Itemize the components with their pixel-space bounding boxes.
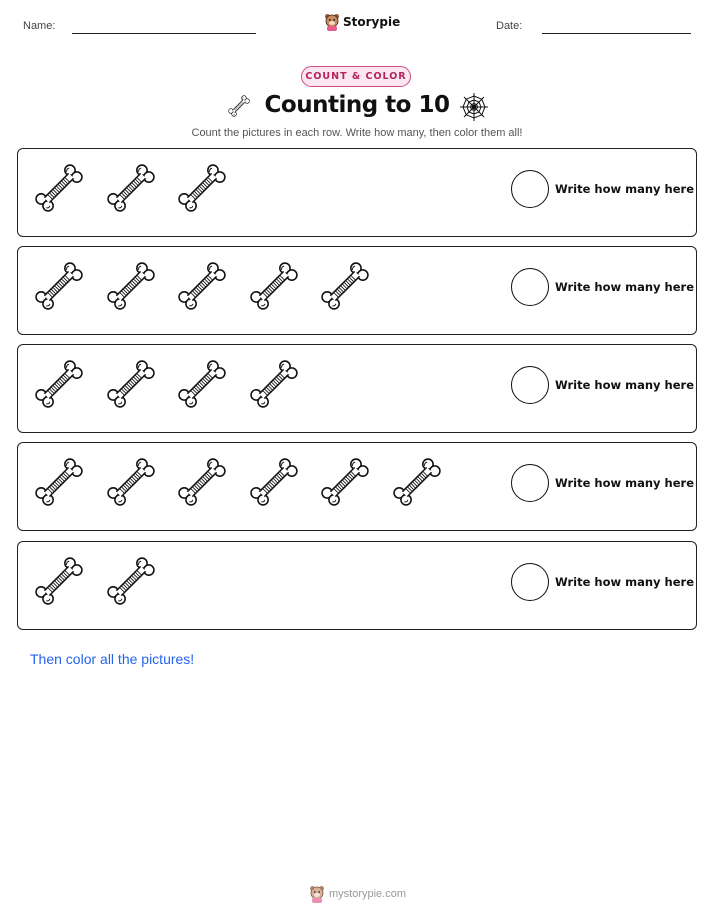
date-label: Date: xyxy=(496,20,523,32)
picture-group xyxy=(28,255,386,317)
bone-icon xyxy=(171,157,233,219)
bone-icon xyxy=(386,451,448,513)
bone-icon xyxy=(171,451,233,513)
bone-icon xyxy=(28,550,90,612)
instructions: Count the pictures in each row. Write how many, then color them all! xyxy=(191,127,523,139)
picture-group xyxy=(28,550,171,612)
name-label: Name: xyxy=(23,20,56,32)
answer-label: Write how many here xyxy=(555,378,694,392)
bone-icon xyxy=(100,255,162,317)
bone-icon xyxy=(243,451,305,513)
answer-label: Write how many here xyxy=(555,575,694,589)
answer-circle[interactable] xyxy=(511,464,549,502)
counting-row xyxy=(17,442,697,531)
bone-icon xyxy=(171,255,233,317)
picture-group xyxy=(28,353,314,415)
page-title: Counting to 10 xyxy=(264,92,450,118)
bone-icon xyxy=(314,451,376,513)
category-badge: COUNT & COLOR xyxy=(301,66,411,87)
bone-icon xyxy=(100,451,162,513)
date-line[interactable] xyxy=(542,33,691,34)
answer-label: Write how many here xyxy=(555,182,694,196)
counting-row xyxy=(17,541,697,630)
bone-icon xyxy=(225,91,253,121)
bear-mascot-icon xyxy=(324,13,340,31)
answer-label: Write how many here xyxy=(555,476,694,490)
bone-icon xyxy=(171,353,233,415)
bone-icon xyxy=(243,353,305,415)
footer-url[interactable]: mystorypie.com xyxy=(329,888,407,900)
brand-name: Storypie xyxy=(343,15,401,29)
bone-icon xyxy=(28,353,90,415)
answer-circle[interactable] xyxy=(511,366,549,404)
bear-mascot-icon xyxy=(309,885,325,903)
bone-icon xyxy=(28,451,90,513)
counting-row xyxy=(17,148,697,237)
bone-icon xyxy=(100,550,162,612)
spider-web-icon xyxy=(459,92,489,122)
counting-row xyxy=(17,246,697,335)
name-line[interactable] xyxy=(72,33,256,34)
bone-icon xyxy=(100,353,162,415)
answer-label: Write how many here xyxy=(555,280,694,294)
footer-note: Then color all the pictures! xyxy=(30,651,195,667)
bone-icon xyxy=(100,157,162,219)
footer-brand xyxy=(309,885,406,903)
counting-row xyxy=(17,344,697,433)
answer-circle[interactable] xyxy=(511,170,549,208)
answer-circle[interactable] xyxy=(511,268,549,306)
answer-circle[interactable] xyxy=(511,563,549,601)
picture-group xyxy=(28,451,457,513)
bone-icon xyxy=(28,157,90,219)
bone-icon xyxy=(314,255,376,317)
bone-icon xyxy=(28,255,90,317)
brand-logo xyxy=(324,13,400,31)
picture-group xyxy=(28,157,243,219)
bone-icon xyxy=(243,255,305,317)
